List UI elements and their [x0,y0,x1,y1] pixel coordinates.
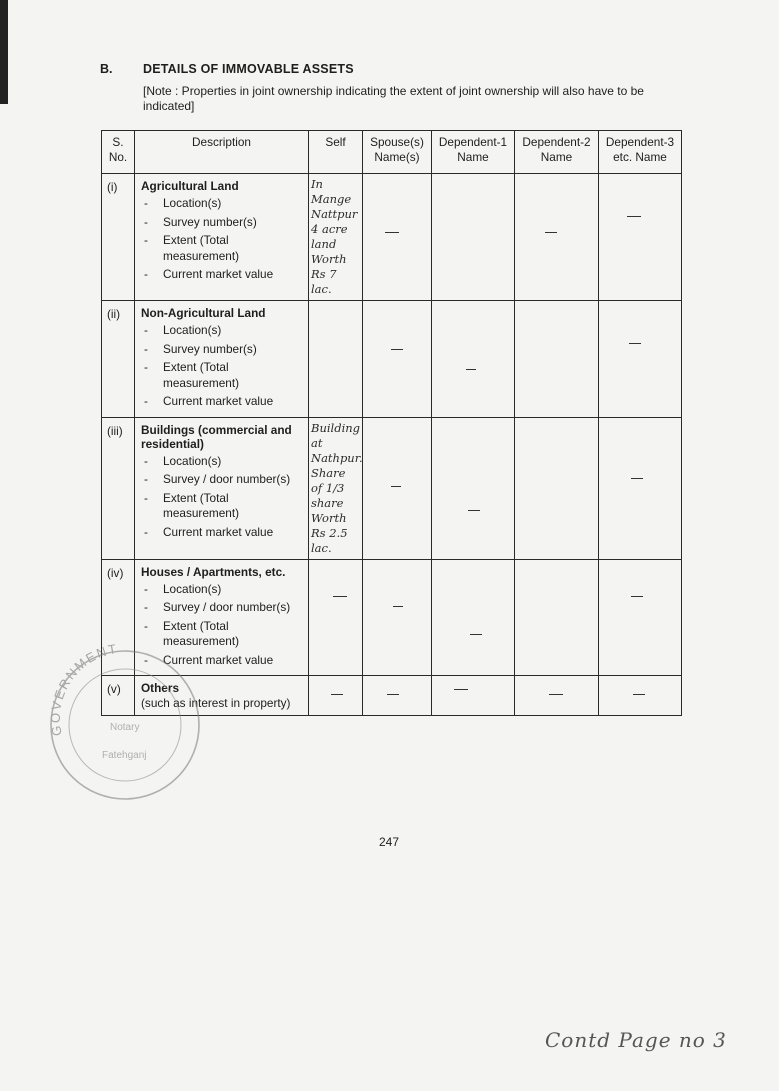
immovable-assets-table [101,130,682,716]
header-sno: S. No. [102,131,135,174]
dependent-2-cell [515,174,599,301]
list-item: - Extent (Total measurement) [141,233,304,264]
row-title: Others [141,681,180,695]
dash-mark [549,694,563,695]
scan-edge-shadow [0,0,8,104]
header-self: Self [309,131,363,174]
list-item: - Extent (Total measurement) [141,491,304,522]
row-index: (iv) [102,559,135,676]
dash-mark [633,694,645,695]
row-index: (ii) [102,301,135,418]
notary-stamp [40,640,210,805]
row-title: Agricultural Land [141,179,239,193]
list-item: - Survey / door number(s) [141,472,304,488]
dash-mark [629,343,641,344]
stamp-ring-text: GOVERNMENT [47,640,120,738]
dash-mark [631,478,643,479]
dependent-3-cell [599,676,682,716]
dash-mark [385,232,399,233]
row-description [135,417,309,559]
row-title: Non-Agricultural Land [141,306,266,320]
list-item: - Current market value [141,267,304,283]
dash-mark [331,694,343,695]
self-cell [309,676,363,716]
dash-mark [387,694,399,695]
svg-text:GOVERNMENT [48,641,120,737]
self-cell [309,301,363,418]
header-description: Description [135,131,309,174]
list-item: - Survey number(s) [141,215,304,231]
dependent-1-cell [432,301,515,418]
row-subtitle: (such as interest in property) [141,696,291,710]
spouse-cell [363,417,432,559]
table-row [102,301,682,418]
row-title: Buildings (commercial and residential) [141,422,292,451]
list-item: - Current market value [141,525,304,541]
page-number: 247 [379,835,400,849]
dependent-2-cell [515,417,599,559]
list-item: - Location(s) [141,196,304,212]
dash-mark [545,232,557,233]
dash-mark [454,689,468,690]
dependent-1-cell [432,417,515,559]
handwritten-continued-note: Contd Page no 3 [545,1028,727,1052]
row-index: (i) [102,174,135,301]
section-title: DETAILS OF IMMOVABLE ASSETS [143,62,354,76]
dash-mark [466,369,476,370]
header-dependent-1: Dependent-1 Name [432,131,515,174]
list-item: - Location(s) [141,582,304,598]
spouse-cell [363,174,432,301]
header-dependent-3: Dependent-3 etc. Name [599,131,682,174]
dependent-1-cell [432,174,515,301]
self-handwritten-entry: In Mange Nattpur 4 acre land Worth Rs 7 lac. [309,174,363,301]
dependent-3-cell [599,174,682,301]
list-item: - Location(s) [141,454,304,470]
list-item: - Location(s) [141,323,304,339]
header-spouse: Spouse(s) Name(s) [363,131,432,174]
dependent-1-cell [432,559,515,676]
list-item: - Current market value [141,394,304,410]
dependent-2-cell [515,301,599,418]
stamp-line: Notary [110,722,140,733]
self-cell [309,559,363,676]
table-row [102,417,682,559]
dash-mark [627,216,641,217]
header-dependent-2: Dependent-2 Name [515,131,599,174]
dependent-3-cell [599,559,682,676]
stamp-line: Fatehganj [102,750,147,761]
row-title: Houses / Apartments, etc. [141,564,286,579]
dash-mark [468,510,480,511]
table-header-row [102,131,682,174]
dependent-2-cell [515,559,599,676]
dependent-2-cell [515,676,599,716]
self-handwritten-entry: Building at Nathpur. Share of 1/3 share Worth Rs 2.5 lac. [309,417,363,559]
section-letter: B. [100,62,113,76]
dash-mark [631,596,643,597]
dash-mark [393,606,403,607]
dependent-3-cell [599,301,682,418]
list-item: - Extent (Total measurement) [141,360,304,391]
list-item: - Extent (Total measurement) [141,619,304,650]
row-index: (v) [102,676,135,716]
section-note: [Note : Properties in joint ownership indicating the extent of joint ownership will also have to be indicated] [143,84,644,113]
row-index: (iii) [102,417,135,559]
spouse-cell [363,301,432,418]
spouse-cell [363,559,432,676]
dash-mark [470,634,482,635]
list-item: - Survey number(s) [141,342,304,358]
spouse-cell [363,676,432,716]
dash-mark [391,349,403,350]
list-item: - Current market value [141,653,304,669]
dependent-3-cell [599,417,682,559]
row-description [135,174,309,301]
dependent-1-cell [432,676,515,716]
list-item: - Survey / door number(s) [141,600,304,616]
row-description [135,301,309,418]
dash-mark [391,486,401,487]
dash-mark [333,596,347,597]
table-row [102,174,682,301]
